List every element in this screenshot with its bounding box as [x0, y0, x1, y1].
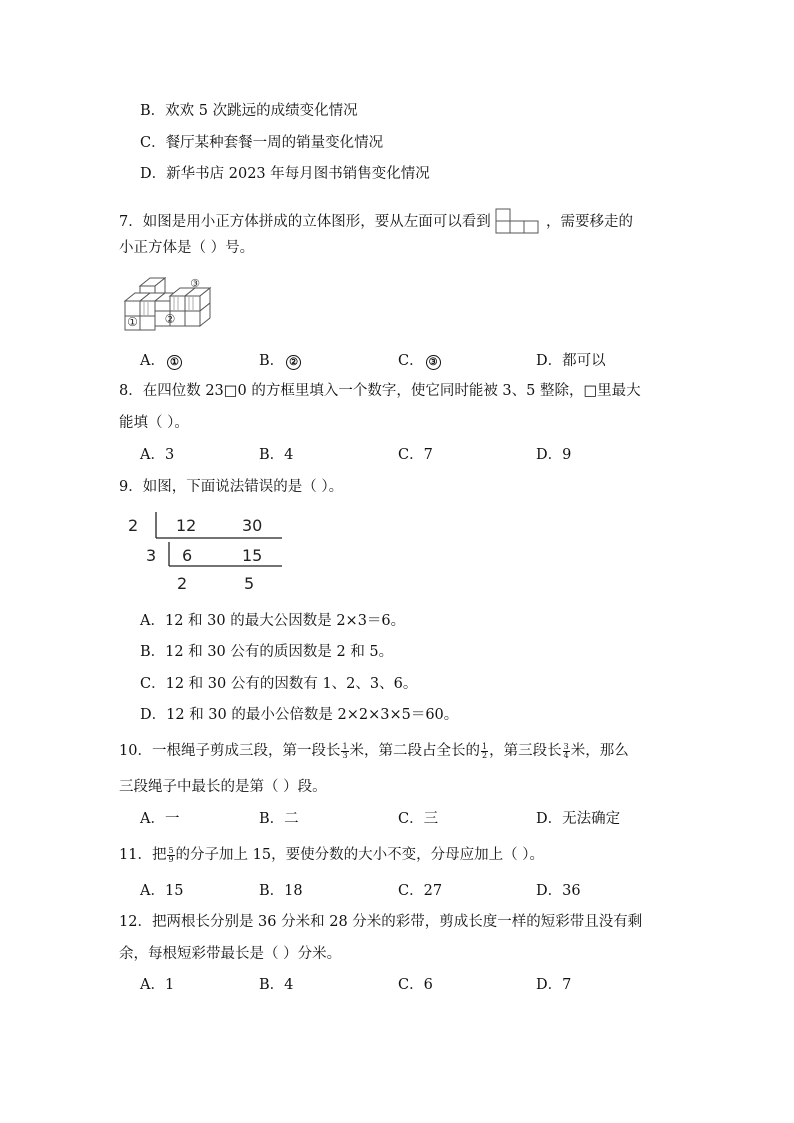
- div-row2-b: 15: [242, 546, 263, 565]
- q12-option-b: B．4: [259, 977, 294, 993]
- q10-line2: 三段绳子中最长的是第（ ）段。: [119, 779, 327, 795]
- q11-option-c: C．27: [398, 883, 443, 899]
- short-division-figure: [118, 508, 298, 598]
- q7-line1: 7．如图是用小正方体拼成的立体图形，要从左面可以看到 ，需要移走的: [119, 208, 633, 234]
- q6-option-c: C．餐厅某种套餐一周的销量变化情况: [140, 135, 384, 151]
- cube-figure: [118, 268, 214, 334]
- q12-line2: 余，每根短彩带最长是（ ）分米。: [119, 946, 342, 962]
- q6-option-b: B．欢欢 5 次跳远的成绩变化情况: [140, 103, 358, 119]
- q8-line2: 能填（ ）。: [119, 415, 189, 431]
- q12-option-a: A．1: [140, 977, 175, 993]
- q7-option-b: B． ②: [259, 351, 301, 371]
- fraction-five-ninths: $\frac{5}{9}$: [168, 845, 174, 864]
- fraction-three-quarters: $\frac{3}{4}$: [563, 741, 569, 760]
- q10-option-c: C．三: [398, 811, 439, 827]
- q8-line1: 8．在四位数 23□0 的方框里填入一个数字，使它同时能被 3、5 整除，□里最大: [119, 383, 641, 399]
- q11-option-b: B．18: [259, 883, 303, 899]
- q8-option-c: C．7: [398, 447, 433, 463]
- div-row2-divisor: 3: [146, 546, 157, 565]
- q8-option-b: B．4: [259, 447, 294, 463]
- q7-option-d: D．都可以: [536, 353, 606, 369]
- q9-option-d: D．12 和 30 的最小公倍数是 2×2×3×5＝60。: [140, 707, 459, 723]
- div-row1-divisor: 2: [128, 516, 139, 535]
- cube-label-1: ①: [127, 315, 138, 329]
- left-view-figure: [495, 208, 541, 234]
- div-row1-b: 30: [242, 516, 263, 535]
- q7-option-a: A． ①: [140, 351, 182, 371]
- q11-option-a: A．15: [140, 883, 184, 899]
- q9-line1: 9．如图，下面说法错误的是（ ）。: [119, 479, 344, 495]
- q9-option-a: A．12 和 30 的最大公因数是 2×3＝6。: [140, 613, 406, 629]
- cube-label-3: ③: [190, 277, 200, 290]
- q7-line2: 小正方体是（ ）号。: [119, 240, 255, 256]
- q9-option-c: C．12 和 30 公有的因数有 1、2、3、6。: [140, 676, 418, 692]
- q11-option-d: D．36: [536, 883, 581, 899]
- q8-option-d: D．9: [536, 447, 572, 463]
- q12-line1: 12．把两根长分别是 36 分米和 28 分米的彩带，剪成长度一样的短彩带且没有剩: [119, 914, 643, 930]
- fraction-one-half: $\frac{1}{2}$: [482, 741, 488, 760]
- div-row2-a: 6: [182, 546, 193, 565]
- fraction-one-third: $\frac{1}{3}$: [342, 741, 348, 760]
- q10-option-b: B．二: [259, 811, 299, 827]
- q12-option-d: D．7: [536, 977, 572, 993]
- q10-line1: 10．一根绳子剪成三段，第一段长 $\frac{1}{3}$ 米，第二段占全长的 $\frac{1}{2}$ ，第三段长 $\frac{3}{4}$ 米，那么: [119, 741, 629, 760]
- div-row3-a: 2: [177, 574, 188, 593]
- div-row1-a: 12: [176, 516, 197, 535]
- q6-option-d: D．新华书店 2023 年每月图书销售变化情况: [140, 166, 430, 182]
- q7-option-c: C． ③: [398, 351, 441, 371]
- q9-option-b: B．12 和 30 公有的质因数是 2 和 5。: [140, 644, 394, 660]
- q10-option-d: D．无法确定: [536, 811, 621, 827]
- div-row3-b: 5: [244, 574, 255, 593]
- q8-option-a: A．3: [140, 447, 175, 463]
- cube-label-2: ②: [164, 312, 176, 326]
- q11-line1: 11．把 $\frac{5}{9}$ 的分子加上 15，要使分数的大小不变，分母应加上（ ）。: [119, 845, 544, 864]
- q10-option-a: A．一: [140, 811, 180, 827]
- q12-option-c: C．6: [398, 977, 433, 993]
